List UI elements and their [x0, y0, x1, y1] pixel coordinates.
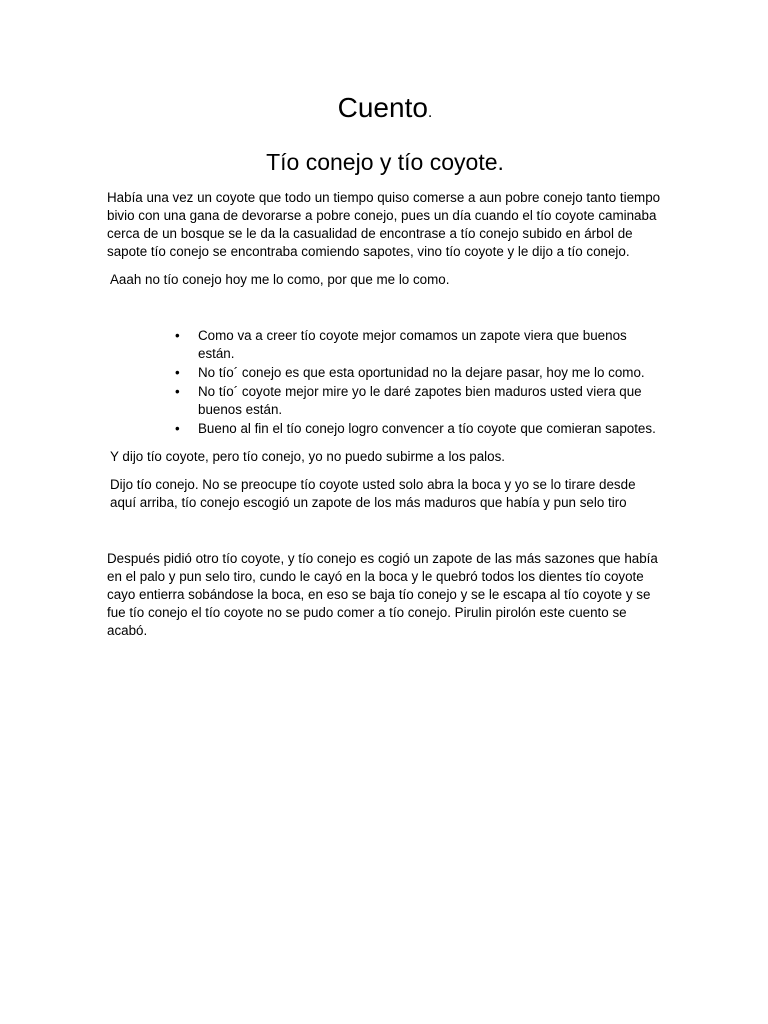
title-text: Cuento — [337, 92, 428, 123]
paragraph-coyote-threat: Aaah no tío conejo hoy me lo como, por que me lo como. — [110, 272, 450, 287]
paragraph-coyote-reply: Y dijo tío coyote, pero tío conejo, yo no puedo subirme a los palos. — [110, 449, 506, 464]
paragraph-rabbit-throws: Dijo tío conejo. No se preocupe tío coyote usted solo abra la boca y yo se lo tirare desde aquí arriba, tío conejo escogió un zapote de los más maduros que había y pun selo tiro — [110, 477, 636, 510]
document-page — [107, 90, 663, 640]
list-item-text: Como va a creer tío coyote mejor comamos un zapote viera que buenos están. — [198, 328, 627, 361]
paragraph-intro: Había una vez un coyote que todo un tiempo quiso comerse a aun pobre conejo tanto tiempo bivio con una gana de devorarse a pobre conejo, pues un día cuando el tío coyote caminaba cerca de un bosque se le da la casualidad de encontrase a tío conejo subido en árbol de sapote tío conejo se encontraba comiendo sapotes, vino tío coyote y le dijo a tío conejo. — [107, 190, 661, 259]
paragraph-ending: Después pidió otro tío coyote, y tío conejo es cogió un zapote de las más sazones que había en el palo y pun selo tiro, cundo le cayó en la boca y le quebró todos los dientes tío coyote cayo entierra sobándose la boca, en eso se baja tío conejo y se le escapa al tío coyote y se fue tío conejo el tío coyote no se pudo comer a tío conejo. Pirulin pirolón este cuento se acabó. — [107, 551, 658, 638]
list-item-text: No tío´ conejo es que esta oportunidad no la dejare pasar, hoy me lo como. — [198, 365, 645, 380]
document-title — [107, 90, 663, 131]
bullet-icon: • — [175, 365, 180, 380]
bullet-icon: • — [175, 384, 180, 399]
title-dot: . — [427, 104, 433, 121]
list-item-text: Bueno al fin el tío conejo logro convencer a tío coyote que comieran sapotes. — [198, 421, 656, 436]
list-item — [175, 383, 663, 419]
list-item — [175, 327, 663, 363]
list-item — [175, 420, 663, 438]
bullet-icon: • — [175, 421, 180, 436]
list-item-text: No tío´ coyote mejor mire yo le daré zapotes bien maduros usted viera que buenos están. — [198, 384, 642, 417]
list-item — [175, 364, 663, 382]
bullet-icon: • — [175, 328, 180, 343]
dialogue-list — [107, 327, 663, 438]
story-subtitle: Tío conejo y tío coyote. — [266, 149, 504, 175]
